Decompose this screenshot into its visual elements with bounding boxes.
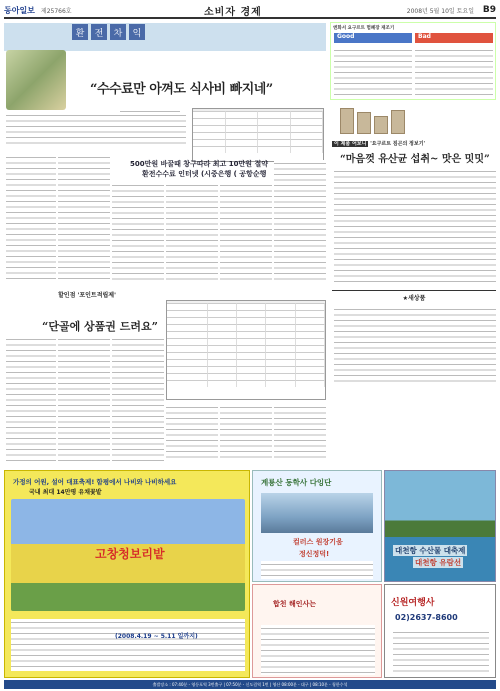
points-table <box>166 300 326 400</box>
article2-body-col4 <box>166 404 218 462</box>
photo-caption-text <box>6 112 186 148</box>
article2-label: 할인점 '포인트적립제' <box>58 292 116 299</box>
article-body-col6 <box>274 160 326 282</box>
ad-title: 계룡산 동학사 다잉단 <box>261 478 332 487</box>
article-body-col4 <box>166 182 218 282</box>
new-product-body <box>334 306 496 386</box>
ad-subtitle: 컬러스 원장기움 <box>293 538 343 546</box>
column-title-char: 차 <box>110 24 126 40</box>
review-headline: “마음껏 유산균 섭취~ 맛은 밋밋” <box>340 154 490 165</box>
article2-body-col6 <box>274 404 326 462</box>
agency-name: 신원여행사 <box>391 598 435 608</box>
money-photo <box>6 50 66 110</box>
column-title <box>72 24 145 40</box>
issue-date: 2008년 5월 10일 토요일 <box>406 7 474 15</box>
ad-subtitle: 대천항 유람선 <box>415 558 462 567</box>
exchange-table <box>192 108 324 162</box>
footer-bar: 출발장소 : 07:40분 - 영등포역 3번출구 | 07:50분 - 신도림역 1번 | 영산 08:00분 - 대구 | 08:10분 - 청한수석 <box>4 680 496 689</box>
review-label-box: 이 제품 어보니 <box>334 141 367 147</box>
ad-subtitle: 국내 최대 14만평 유채꽃밭 <box>29 489 102 496</box>
article2-headline: “단골에 상품권 드려요” <box>42 320 158 333</box>
article-body-col3 <box>112 182 164 282</box>
review-label-text: '요구르트 짐곤의 정보기' <box>370 141 426 147</box>
review-body <box>334 168 496 286</box>
good-label: Good <box>334 33 412 43</box>
article2-body-col2 <box>58 336 110 462</box>
column-title-char: 익 <box>129 24 145 40</box>
newspaper-logo: 동아일보 <box>4 5 35 15</box>
article-headline: “수수료만 아껴도 식사비 빠지네” <box>90 82 273 97</box>
section-title: 소비자 경제 <box>204 6 262 18</box>
article-subhead: 환전수수료 인터넷 (시중은행 ( 공항순행 <box>142 170 267 178</box>
article-subhead: 500만원 바꿀때 창구따라 최고 10만원 절약 <box>130 160 268 168</box>
ad-title: 합천 해인사는 <box>273 600 317 608</box>
masthead <box>4 3 496 19</box>
ad-subtitle: 정신정덕! <box>299 550 330 558</box>
bad-label: Bad <box>415 33 493 43</box>
ad-photo <box>261 493 373 533</box>
product-photo <box>340 104 410 134</box>
cruise-ad[interactable] <box>384 470 496 582</box>
new-product-header: ★새상품 <box>332 290 496 302</box>
article-body-col5 <box>220 182 272 282</box>
article-body-col2 <box>58 154 110 282</box>
ad-logo-text: 고창청보리밭 <box>95 547 165 561</box>
column-title-char: 전 <box>91 24 107 40</box>
review-label <box>332 140 425 147</box>
article2-body-col3 <box>112 336 164 462</box>
page-number: B9 <box>482 5 496 15</box>
box-header: 엔화서 요구르트 험폐장 재조기 <box>333 26 395 31</box>
haein-temple-ad[interactable] <box>252 584 382 678</box>
top-right-box <box>330 22 496 100</box>
agency-phone: 02)2637-8600 <box>395 613 458 622</box>
article2-body-col5 <box>220 404 272 462</box>
ad-info <box>11 619 245 671</box>
article-body-col1 <box>6 154 56 282</box>
column-banner <box>4 23 326 51</box>
travel-agency-ad[interactable] <box>384 584 496 678</box>
temple-ad[interactable] <box>252 470 382 582</box>
article2-body-col1 <box>6 336 56 462</box>
issue-number: 제25766호 <box>40 7 72 15</box>
column-title-char: 환 <box>72 24 88 40</box>
ad-title: 대천항 수산물 대축제 <box>395 546 466 555</box>
ad-title: 가정의 어원, 설어 대표축제! 함평에서 나비와 나비하세요 <box>13 478 177 486</box>
ad-dates: (2008.4.19 ~ 5.11 일까지) <box>115 633 198 640</box>
festival-ad[interactable] <box>4 470 250 678</box>
